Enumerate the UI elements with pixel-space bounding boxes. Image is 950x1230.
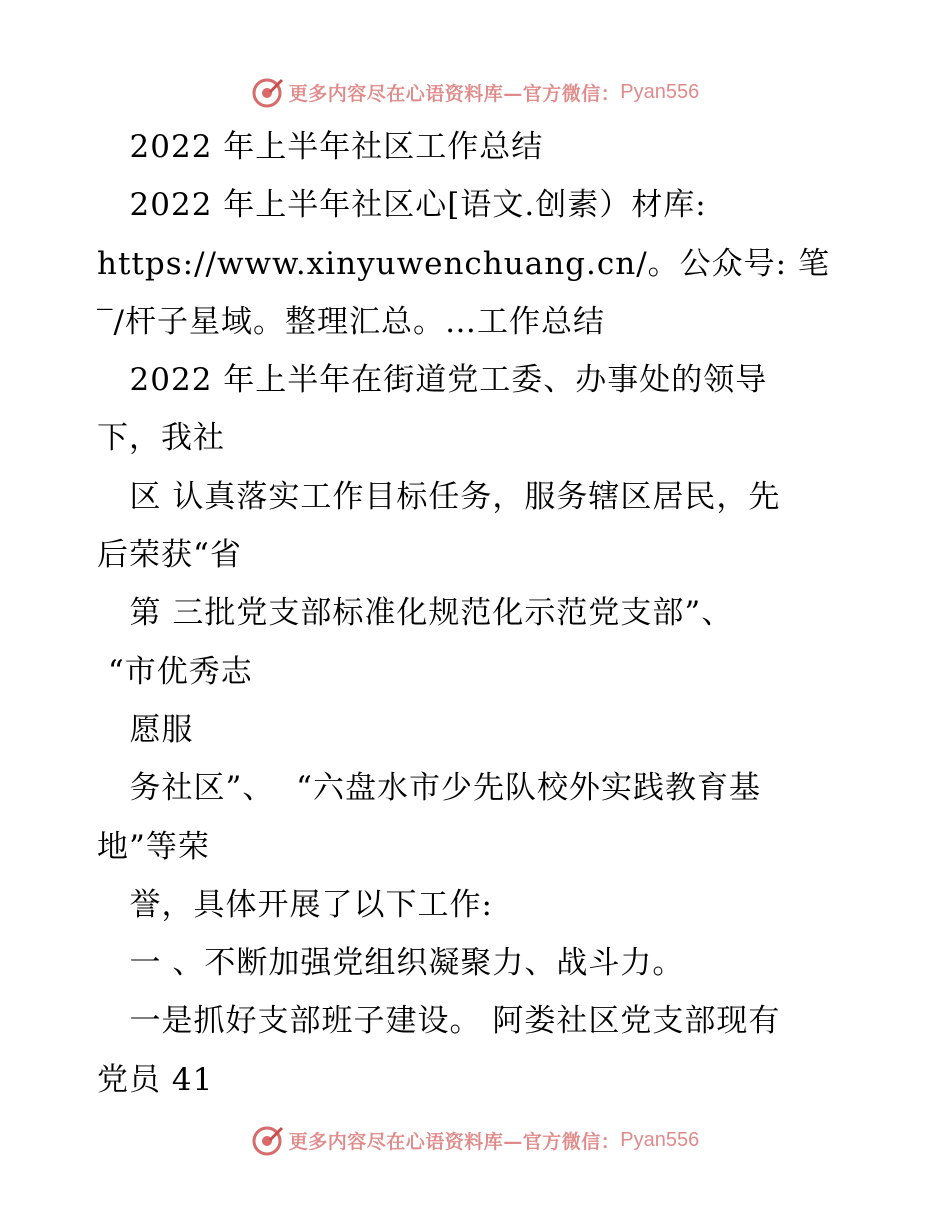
header-banner [0, 72, 950, 112]
text-line: 2022 年上半年社区心[语文.创素）材库: [97, 187, 707, 224]
text-line: https://www.xinyuwenchuang.cn/。公众号: 笔 [97, 245, 830, 282]
text-line: “市优秀志 [97, 653, 253, 690]
text-line: 誉，具体开展了以下工作: [97, 886, 494, 923]
text-line: 一是抓好支部班子建设。 阿娄社区党支部现有 [97, 1003, 781, 1040]
text-line: 愿服 [97, 711, 194, 748]
text-line: 地”等荣 [97, 828, 210, 865]
text-line: 党员 41 [97, 1061, 214, 1098]
text-line: 区 认真落实工作目标任务，服务辖区居民，先 [97, 478, 781, 515]
pen-logo-icon [251, 1123, 285, 1157]
text-line: 下，我社 [97, 420, 225, 457]
text-line: 一 、不断加强党组织凝聚力、战斗力。 [97, 945, 685, 982]
text-line: 后荣获“省 [97, 537, 242, 574]
footer-banner [0, 1120, 950, 1160]
document-body [97, 118, 842, 1109]
text-line: 2022 年上半年在街道党工委、办事处的领导 [97, 362, 768, 399]
text-line: 务社区”、 “六盘水市少先队校外实践教育基 [97, 770, 761, 807]
pen-logo-icon [251, 75, 285, 109]
text-line: 2022 年上半年社区工作总结 [97, 129, 544, 165]
text-line: ‾/杆子星域。整理汇总。…工作总结 [97, 303, 605, 340]
wechat-id: Pyan556 [620, 80, 700, 103]
wechat-id: Pyan556 [620, 1128, 700, 1151]
banner-text: 更多内容尽在心语资料库—官方微信： [288, 82, 621, 105]
banner-text: 更多内容尽在心语资料库—官方微信： [288, 1130, 621, 1153]
text-line: 第 三批党支部标准化规范化示范党支部”、 [97, 595, 734, 632]
